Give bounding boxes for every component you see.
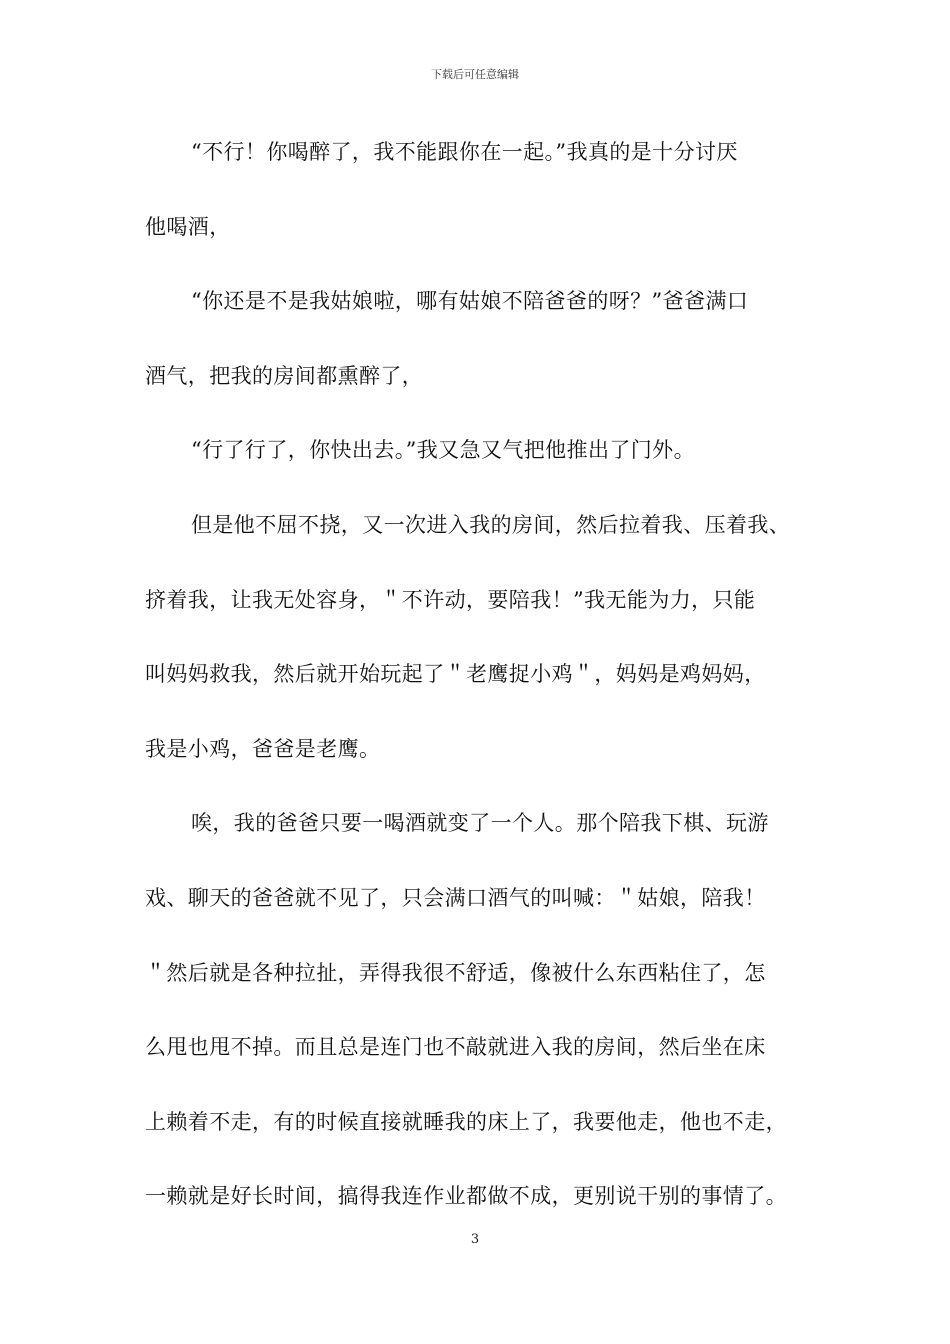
paragraph-line: 他喝酒， xyxy=(145,214,231,239)
paragraph-line: 唉，我的爸爸只要一喝酒就变了一个人。那个陪我下棋、玩游 xyxy=(191,811,769,836)
paragraph-line: 挤着我，让我无处容身，＂不许动，要陪我！”我无能为力，只能 xyxy=(145,587,756,612)
paragraph-line: “你还是不是我姑娘啦，哪有姑娘不陪爸爸的呀？”爸爸满口 xyxy=(191,289,749,314)
paragraph-line: 我是小鸡，爸爸是老鹰。 xyxy=(145,736,381,761)
paragraph-line: ＂然后就是各种拉扯，弄得我很不舒适，像被什么东西粘住了，怎 xyxy=(145,960,766,985)
paragraph-line: 但是他不屈不挠，又一次进入我的房间，然后拉着我、压着我、 xyxy=(191,512,791,537)
paragraph-line: 叫妈妈救我，然后就开始玩起了＂老鹰捉小鸡＂，妈妈是鸡妈妈， xyxy=(145,662,766,687)
paragraph-line: 一赖就是好长时间，搞得我连作业都做不成，更别说干别的事情了。 xyxy=(145,1184,787,1209)
body-text xyxy=(145,131,825,1250)
page-header: 下载后可任意编辑 xyxy=(431,68,519,81)
page-number: 3 xyxy=(470,1232,480,1247)
paragraph-line: 上赖着不走，有的时候直接就睡我的床上了，我要他走，他也不走， xyxy=(145,1109,787,1134)
paragraph-line: “行了行了，你快出去。”我又急又气把他推出了门外。 xyxy=(191,438,695,463)
paragraph-line: “不行！你喝醉了，我不能跟你在一起。”我真的是十分讨厌 xyxy=(191,140,738,164)
paragraph-line: 戏、聊天的爸爸就不见了，只会满口酒气的叫喊：＂姑娘，陪我！ xyxy=(145,885,766,910)
paragraph-line: 么甩也甩不掉。而且总是连门也不敲就进入我的房间，然后坐在床 xyxy=(145,1035,766,1060)
paragraph-line: 酒气，把我的房间都熏醉了， xyxy=(145,363,424,388)
